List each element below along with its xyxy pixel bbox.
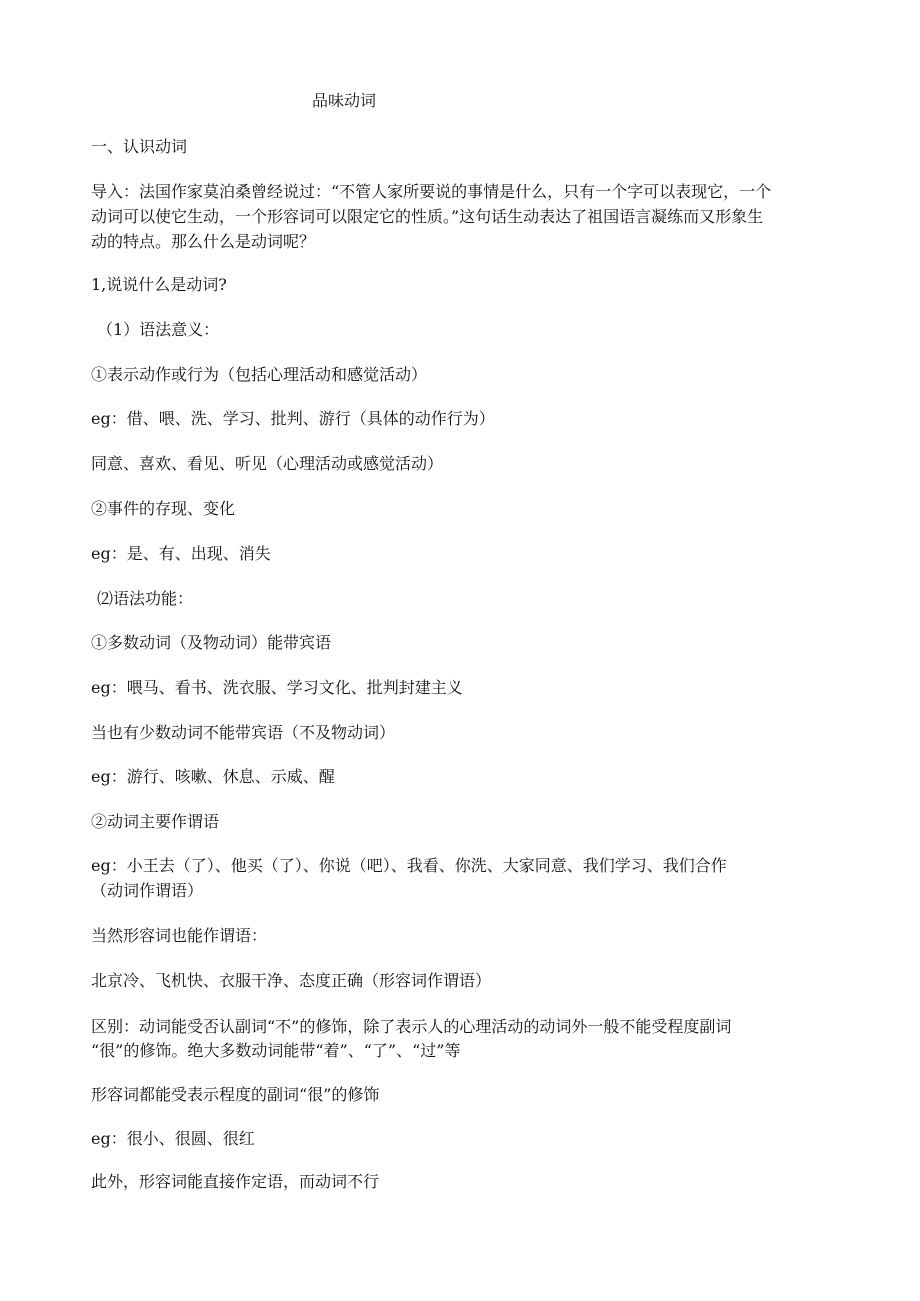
paragraph: ②事件的存现、变化 — [91, 499, 236, 518]
paragraph-line-1: eg：小王去（了）、他买（了）、你说（吧）、我看、你洗、大家同意、我们学习、我们合作 — [91, 856, 727, 875]
paragraph: 此外，形容词能直接作定语，而动词不行 — [91, 1172, 380, 1191]
paragraph: 形容词都能受表示程度的副词“很”的修饰 — [91, 1085, 380, 1104]
intro-line-1: 导入：法国作家莫泊桑曾经说过：“不管人家所要说的事情是什么，只有一个字可以表现它，一个 — [91, 182, 772, 201]
paragraph-line-2: “很”的修饰。绝大多数动词能带“着”、“了”、“过”等 — [91, 1041, 461, 1060]
paragraph: eg：是、有、出现、消失 — [91, 544, 271, 563]
paragraph: eg：游行、咳嗽、休息、示威、醒 — [91, 767, 335, 786]
paragraph: 当然形容词也能作谓语： — [91, 926, 268, 945]
page-title: 品味动词 — [312, 91, 377, 110]
subheading-grammar-meaning: （1）语法意义： — [97, 320, 220, 339]
paragraph-line-1: 区别：动词能受否认副词“不”的修饰，除了表示人的心理活动的动词外一般不能受程度副词 — [91, 1017, 732, 1036]
intro-line-3: 动的特点。那么什么是动词呢？ — [91, 232, 316, 251]
intro-line-2: 动词可以使它生动，一个形容词可以限定它的性质。”这句话生动表达了祖国语言凝练而又形象生 — [91, 207, 764, 226]
question-1: 1,说说什么是动词? — [91, 275, 227, 294]
paragraph: 当也有少数动词不能带宾语（不及物动词） — [91, 723, 396, 742]
paragraph: ①表示动作或行为（包括心理活动和感觉活动） — [91, 365, 428, 384]
paragraph-line-2: （动词作谓语） — [91, 881, 204, 900]
paragraph: 北京冷、飞机快、衣服干净、态度正确（形容词作谓语） — [91, 971, 492, 990]
paragraph: ②动词主要作谓语 — [91, 812, 220, 831]
paragraph: eg：喂马、看书、洗衣服、学习文化、批判封建主义 — [91, 678, 463, 697]
paragraph: eg：借、喂、洗、学习、批判、游行（具体的动作行为） — [91, 409, 495, 428]
paragraph: ①多数动词（及物动词）能带宾语 — [91, 633, 332, 652]
subheading-grammar-function: ⑵语法功能： — [97, 589, 194, 608]
paragraph: eg：很小、很圆、很红 — [91, 1129, 255, 1148]
section-heading: 一、认识动词 — [91, 137, 188, 156]
paragraph: 同意、喜欢、看见、听见（心理活动或感觉活动） — [91, 454, 444, 473]
